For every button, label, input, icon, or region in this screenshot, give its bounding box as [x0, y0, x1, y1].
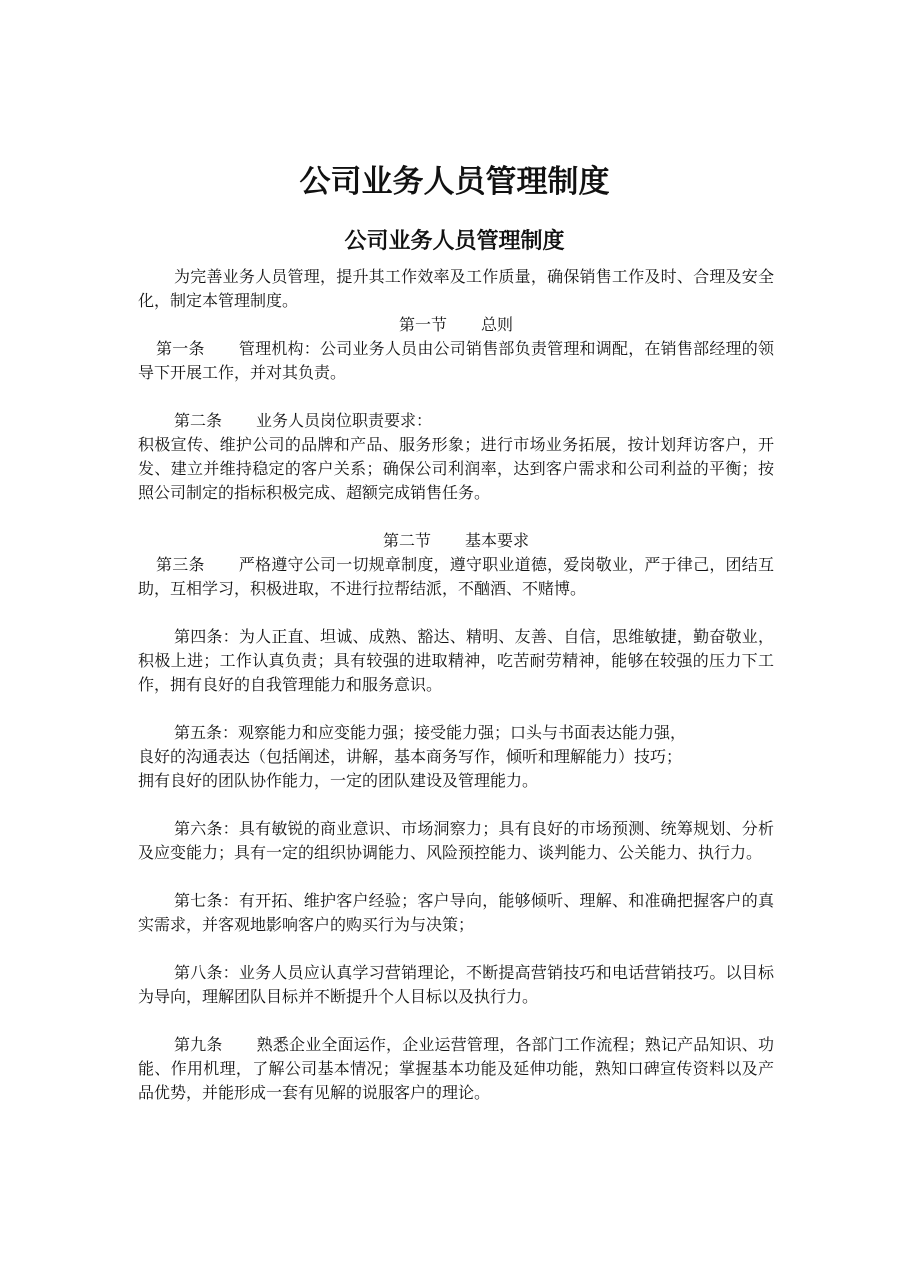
section-heading-1 — [138, 313, 774, 337]
article-2-text: 积极宣传、维护公司的品牌和产品、服务形象；进行市场业务拓展，按计划拜访客户，开发、建立并维持稳定的客户关系；确保公司利润率，达到客户需求和公司利益的平衡；按照公司制定的指标积极完成、超额完成销售任务。 — [138, 435, 774, 502]
section-heading-2 — [138, 529, 774, 553]
intro-paragraph: 为完善业务人员管理，提升其工作效率及工作质量，确保销售工作及时、合理及安全化，制定本管理制度。 — [138, 267, 774, 310]
article-1 — [138, 337, 774, 385]
document-title: 公司业务人员管理制度 — [299, 164, 610, 200]
section-name: 总则 — [481, 315, 514, 334]
article-label: 第九条 — [174, 1035, 223, 1054]
section-name: 基本要求 — [465, 531, 530, 550]
section-number: 第二节 — [382, 531, 431, 550]
article-text: 熟悉企业全面运作，企业运营管理，各部门工作流程；熟记产品知识、功能、作用机理，了解公司基本情况；掌握基本功能及延伸功能，熟知口碑宣传资料以及产品优势，并能形成一套有见解的说服客户的理论。 — [138, 1035, 774, 1102]
article-6: 第六条：具有敏锐的商业意识、市场洞察力；具有良好的市场预测、统筹规划、分析及应变能力；具有一定的组织协调能力、风险预控能力、谈判能力、公关能力、执行力。 — [138, 819, 774, 862]
article-heading: 业务人员岗位职责要求： — [256, 411, 433, 430]
article-3 — [138, 553, 774, 601]
article-9 — [138, 1033, 774, 1105]
article-5-line-1: 第五条：观察能力和应变能力强；接受能力强；口头与书面表达能力强， — [174, 723, 687, 742]
article-text: 管理机构：公司业务人员由公司销售部负责管理和调配，在销售部经理的领导下开展工作，并对其负责。 — [138, 339, 774, 382]
section-number: 第一节 — [398, 315, 447, 334]
article-7: 第七条：有开拓、维护客户经验；客户导向，能够倾听、理解、和准确把握客户的真实需求，并客观地影响客户的购买行为与决策； — [138, 891, 774, 934]
article-label: 第二条 — [174, 411, 223, 430]
article-5-line-2: 良好的沟通表达（包括阐述，讲解，基本商务写作，倾听和理解能力）技巧； — [138, 747, 683, 766]
document-body — [138, 265, 774, 1105]
article-label: 第三条 — [156, 555, 205, 574]
document-subtitle: 公司业务人员管理制度 — [344, 228, 565, 254]
article-5-line-3: 拥有良好的团队协作能力，一定的团队建设及管理能力。 — [138, 771, 539, 790]
article-label: 第一条 — [156, 339, 205, 358]
article-8: 第八条：业务人员应认真学习营销理论，不断提高营销技巧和电话营销技巧。以目标为导向，理解团队目标并不断提升个人目标以及执行力。 — [138, 963, 774, 1006]
article-text: 严格遵守公司一切规章制度，遵守职业道德，爱岗敬业，严于律己，团结互助，互相学习，积极进取，不进行拉帮结派，不酗酒、不赌博。 — [138, 555, 774, 598]
article-2-heading — [138, 409, 774, 433]
article-4: 第四条：为人正直、坦诚、成熟、豁达、精明、友善、自信，思维敏捷，勤奋敬业，积极上进；工作认真负责；具有较强的进取精神，吃苦耐劳精神，能够在较强的压力下工作，拥有良好的自我管理能力和服务意识。 — [138, 627, 774, 694]
